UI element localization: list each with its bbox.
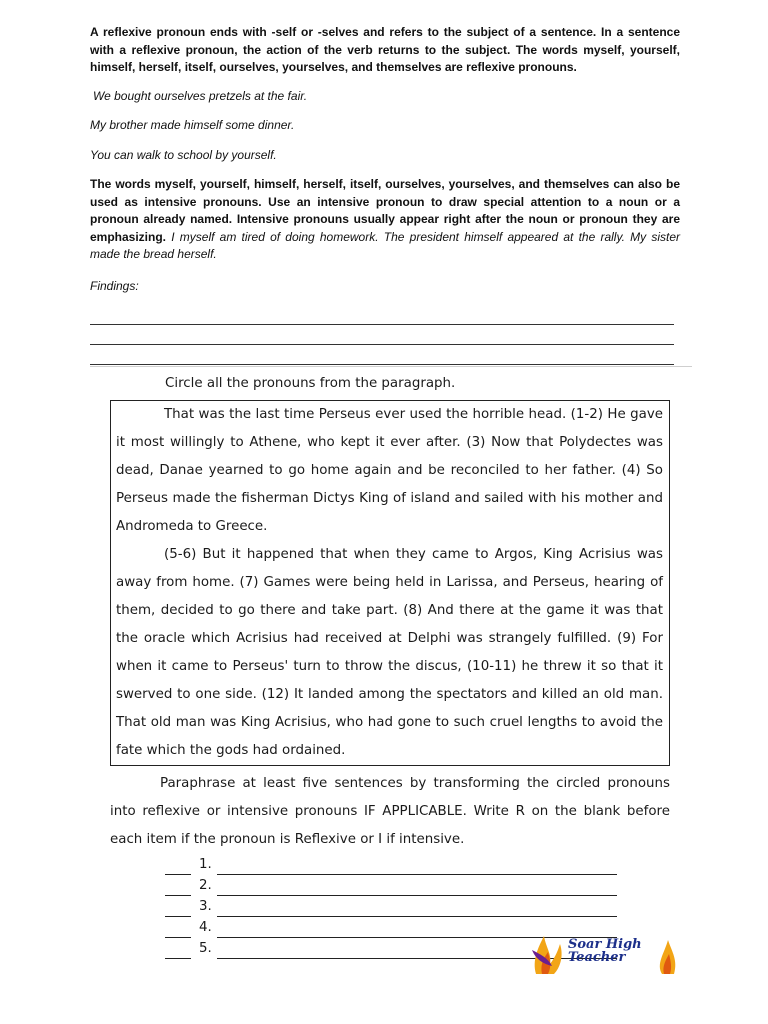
passage-paragraph: That was the last time Perseus ever used the horrible head. (1-2) He gave it most willingly to Athene, who kept it ever after. (3) Now that Polydectes was dead, Danae yearned to go home again and be reconciled to her father. (4) So Perseus made the fisherman Dictys King of island and sailed with his mother and Andromeda to Greece. [116,407,663,534]
logo-text-line: Soar High [568,937,642,952]
type-blank[interactable] [165,902,191,917]
item-number: 4. [199,920,212,935]
type-blank[interactable] [165,923,191,938]
answer-item [165,854,670,875]
section-divider [90,366,692,367]
passage-box [110,400,670,766]
intensive-text: The words myself, yourself, himself, herself, itself, ourselves, yourselves, and themselves can also be used as intensive pronouns. Use an intensive pronoun to draw special attention to a noun or a pronoun already named. Intensive pronouns usually appear right after the noun or pronoun they are emphasizing. [90,177,680,244]
reflexive-definition: A reflexive pronoun ends with -self or -selves and refers to the subject of a sentence. In a sentence with a reflexive pronoun, the action of the verb returns to the subject. The words myself, yourself, himself, herself, itself, ourselves, yourselves, and themselves are reflexive pronouns. [90,25,680,74]
type-blank[interactable] [165,860,191,875]
logo-text [568,938,642,964]
example-sentence: You can walk to school by yourself. [90,147,277,162]
item-number: 5. [199,941,212,956]
item-number: 1. [199,857,212,872]
findings-label: Findings: [90,278,139,293]
item-number: 2. [199,878,212,893]
circle-instruction: Circle all the pronouns from the paragraph. [165,376,456,391]
example-sentence: We bought ourselves pretzels at the fair. [93,88,308,103]
answer-item [165,875,670,896]
findings-answer-line[interactable] [90,345,674,365]
answer-line[interactable] [217,902,617,917]
logo-text-line: Teacher [568,950,626,965]
passage-paragraph: (5-6) But it happened that when they came to Argos, King Acrisius was away from home. (7) Games were being held in Larissa, and Perseus, hearing of them, decided to go there and take part. (8) And there at the game it was that the oracle which Acrisius had received at Delphi was strangely fulfilled. (9) For when it came to Perseus' turn to throw the discus, (10-11) he threw it so that it swerved to one side. (12) It landed among the spectators and killed an old man. That old man was King Acrisius, who had gone to such cruel lengths to avoid the fate which the gods had ordained. [116,547,663,758]
example-sentence: My brother made himself some dinner. [90,118,295,132]
answer-item [165,896,670,917]
intensive-examples: I myself am tired of doing homework. The president himself appeared at the rally. My sister made the bread herself. [90,229,680,261]
findings-answer-line[interactable] [90,325,674,345]
answer-line[interactable] [217,881,617,896]
type-blank[interactable] [165,944,191,959]
intro-section [90,24,680,365]
item-number: 3. [199,899,212,914]
type-blank[interactable] [165,881,191,896]
publisher-logo [530,930,680,976]
answer-line[interactable] [217,860,617,875]
paraphrase-instruction: Paraphrase at least five sentences by transforming the circled pronouns into reflexive or intensive pronouns IF APPLICABLE. Write R on the blank before each item if the pronoun is Reflexive or I if intensive. [110,776,670,847]
findings-answer-line[interactable] [90,305,674,325]
intensive-definition [90,176,680,264]
exercise-section [110,370,670,959]
